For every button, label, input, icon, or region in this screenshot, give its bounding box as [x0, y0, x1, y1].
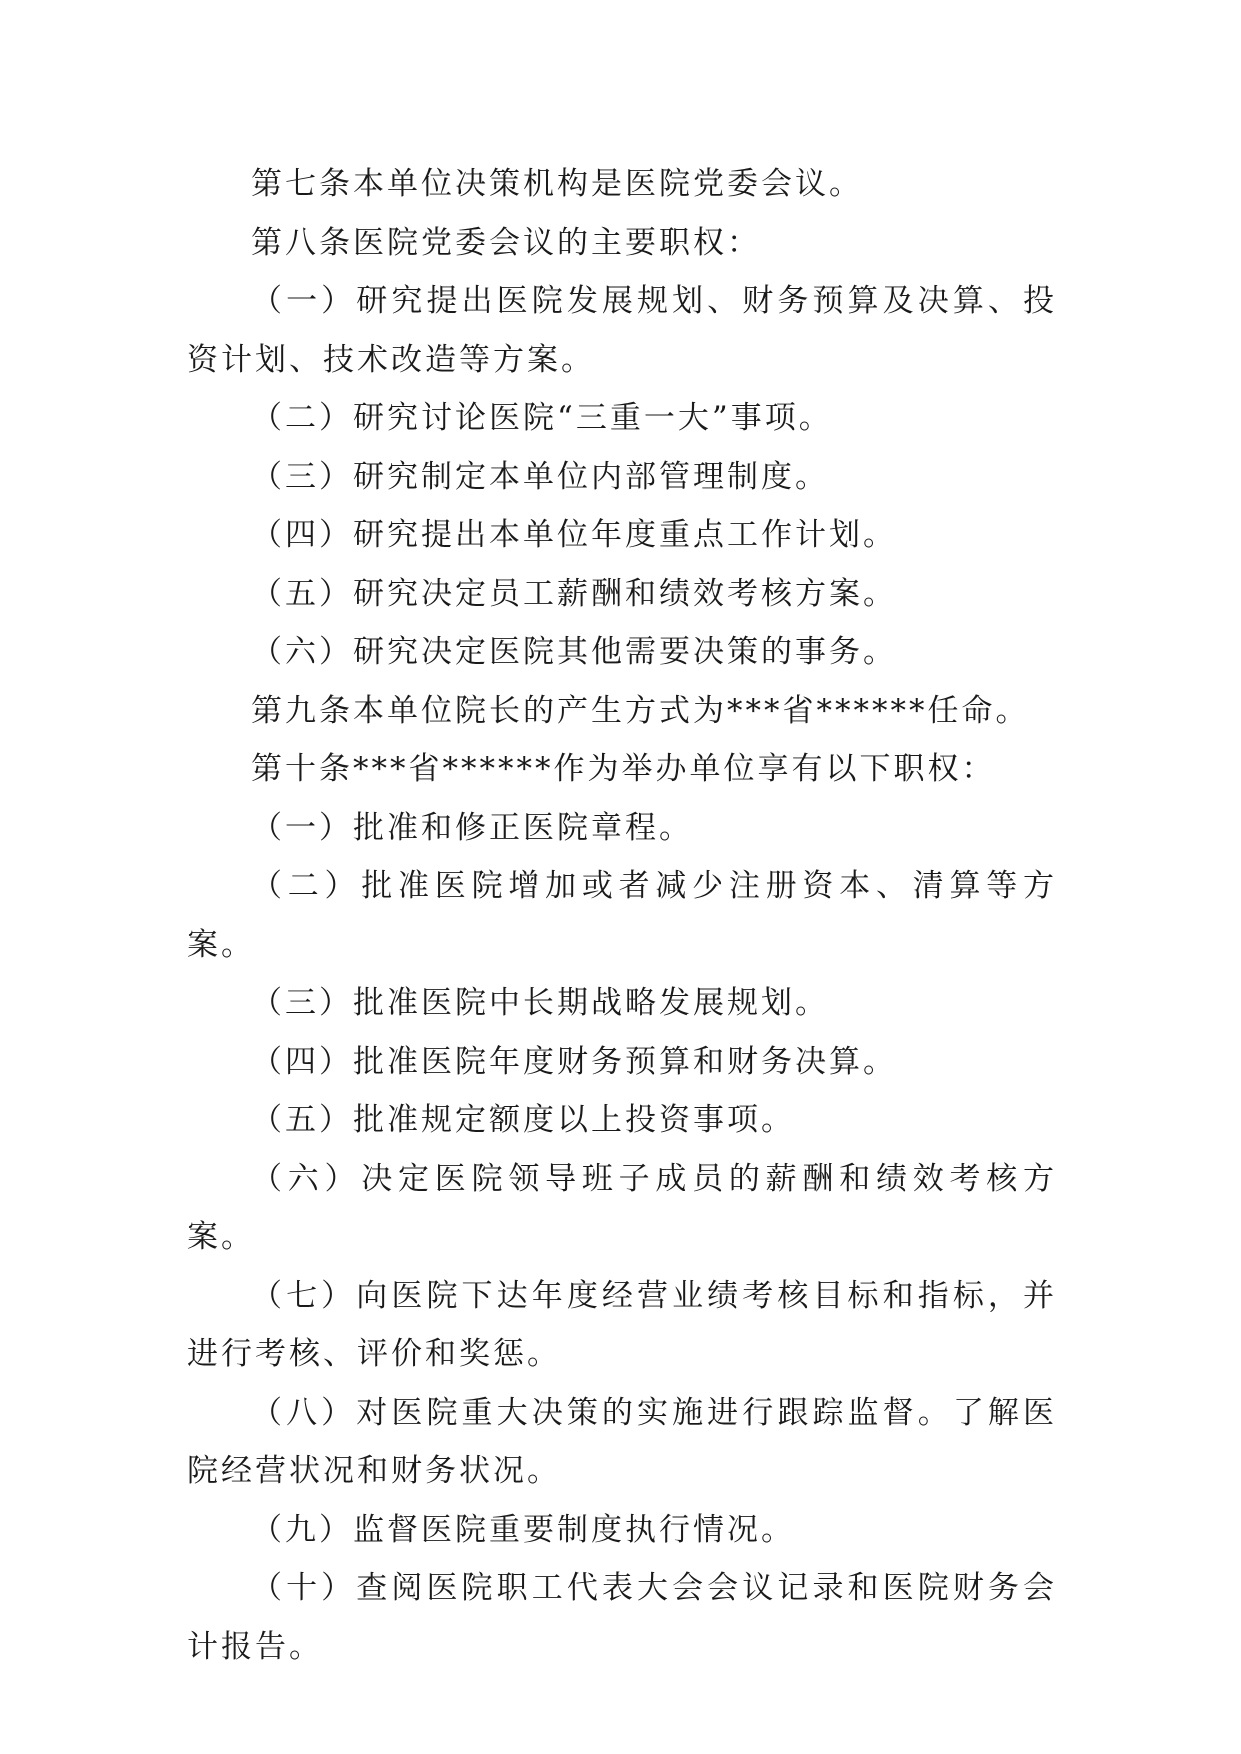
paragraph-article-10-item-4: （四）批准医院年度财务预算和财务决算。 — [251, 1043, 897, 1080]
paragraph-article-10-item-5: （五）批准规定额度以上投资事项。 — [251, 1102, 795, 1138]
paragraph-article-8-item-3: （三）研究制定本单位内部管理制度。 — [251, 458, 829, 495]
paragraph-article-10-item-10: （十）查阅医院职工代表大会会议记录和医院财务会计报告。 — [187, 1570, 1057, 1665]
paragraph-article-10-item-1: （一）批准和修正医院章程。 — [251, 809, 693, 846]
paragraph-article-8-item-6: （六）研究决定医院其他需要决策的事务。 — [251, 634, 897, 670]
paragraph-article-10-item-9: （九）监督医院重要制度执行情况。 — [251, 1511, 795, 1548]
document-body — [187, 155, 1057, 1676]
paragraph-article-9: 第九条本单位院长的产生方式为***省******任命。 — [251, 692, 1030, 729]
paragraph-article-8-item-2: （二）研究讨论医院“三重一大”事项。 — [251, 400, 833, 436]
paragraph-article-10: 第十条***省******作为举办单位享有以下职权： — [251, 751, 996, 787]
paragraph-article-10-item-6: （六）决定医院领导班子成员的薪酬和绩效考核方案。 — [187, 1160, 1057, 1255]
paragraph-article-10-item-7: （七）向医院下达年度经营业绩考核目标和指标，并进行考核、评价和奖惩。 — [187, 1277, 1057, 1372]
paragraph-article-7: 第七条本单位决策机构是医院党委会议。 — [251, 166, 863, 202]
paragraph-article-8-item-1: （一）研究提出医院发展规划、财务预算及决算、投资计划、技术改造等方案。 — [187, 283, 1057, 378]
paragraph-article-8: 第八条医院党委会议的主要职权： — [251, 224, 761, 261]
paragraph-article-10-item-2: （二）批准医院增加或者减少注册资本、清算等方案。 — [187, 868, 1057, 963]
paragraph-article-10-item-8: （八）对医院重大决策的实施进行跟踪监督。了解医院经营状况和财务状况。 — [187, 1394, 1057, 1489]
paragraph-article-8-item-4: （四）研究提出本单位年度重点工作计划。 — [251, 517, 897, 553]
paragraph-article-10-item-3: （三）批准医院中长期战略发展规划。 — [251, 985, 829, 1021]
paragraph-article-8-item-5: （五）研究决定员工薪酬和绩效考核方案。 — [251, 575, 897, 612]
